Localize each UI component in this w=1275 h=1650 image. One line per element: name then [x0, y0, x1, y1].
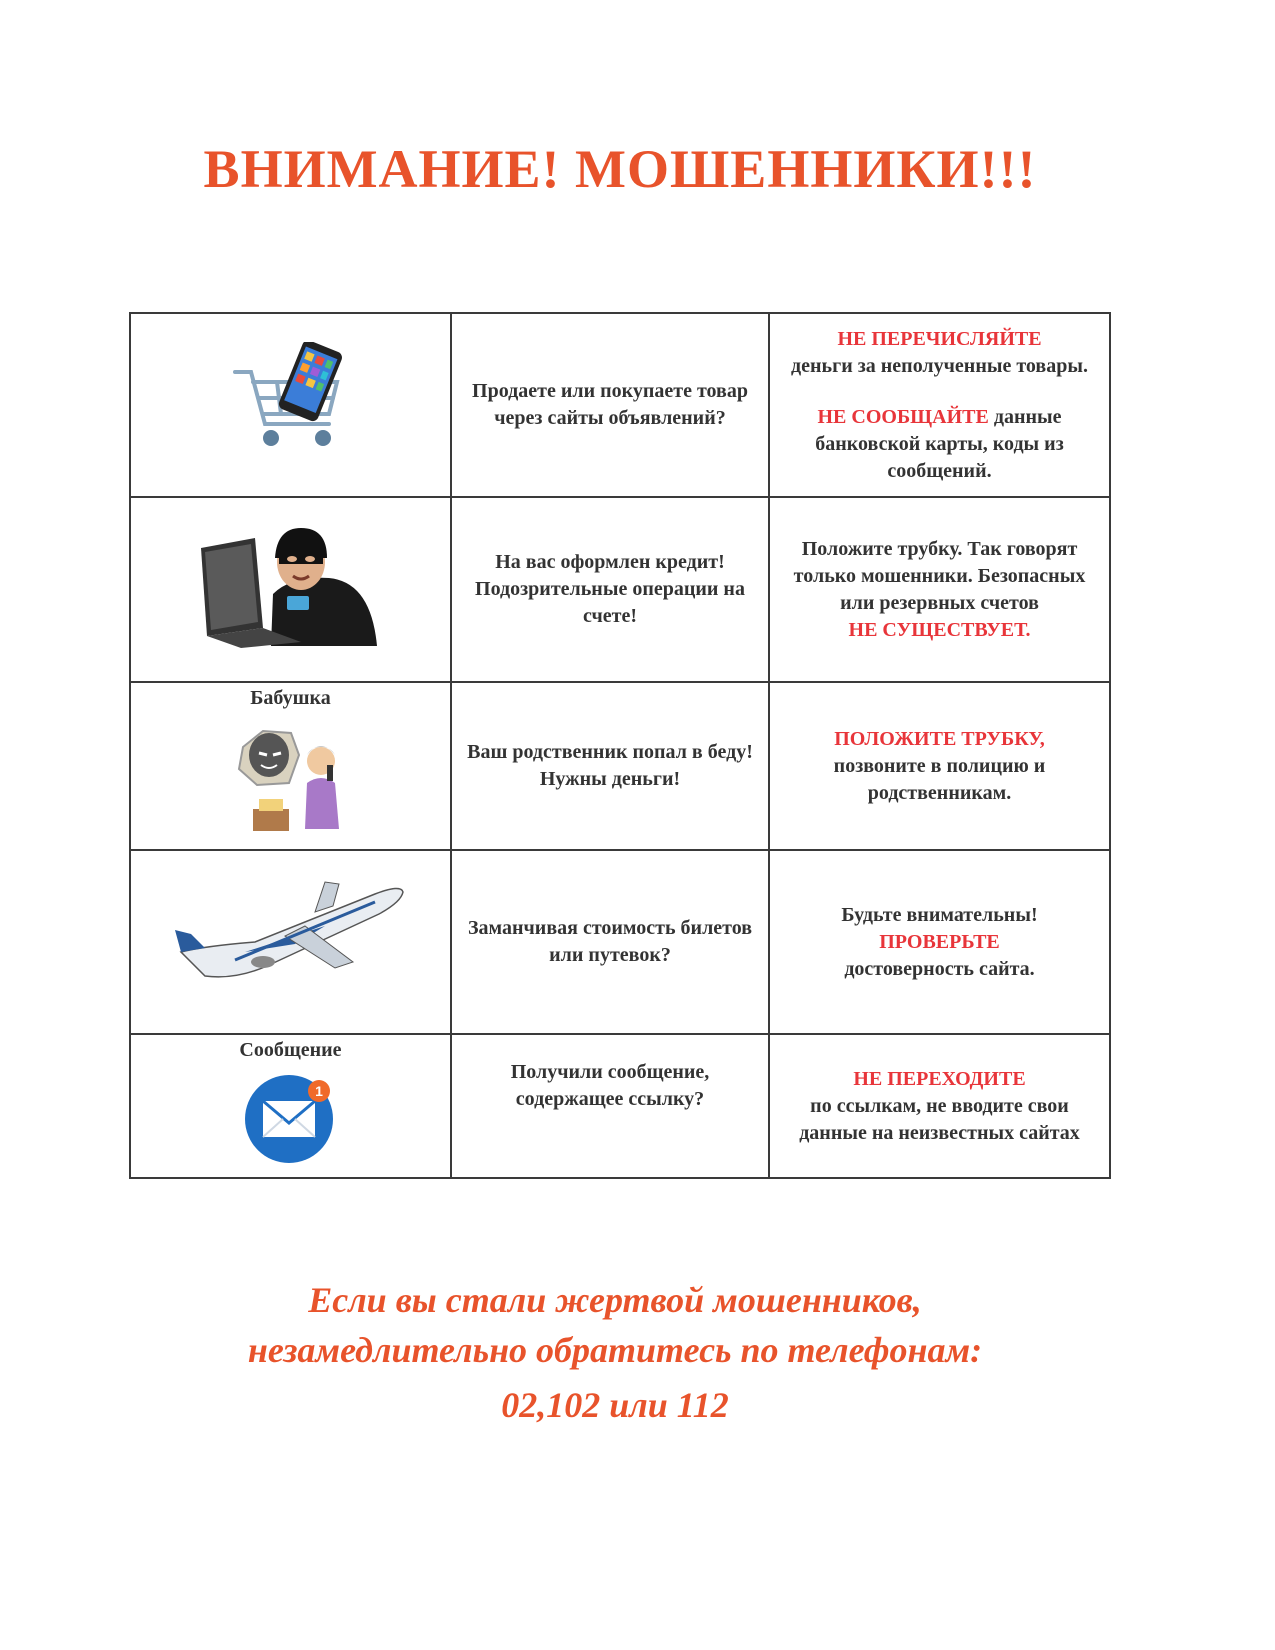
advice-cell — [769, 682, 1110, 850]
image-cell — [130, 497, 451, 682]
table-row — [130, 850, 1110, 1034]
question-cell — [451, 850, 769, 1034]
image-cell — [130, 313, 451, 497]
advice-cell — [769, 1034, 1110, 1178]
question-cell — [451, 1034, 769, 1178]
question-cell — [451, 497, 769, 682]
advice-text: по ссылкам, не вводите свои данные на неизвестных сайтах — [799, 1094, 1080, 1144]
table-row — [130, 682, 1110, 850]
table-row — [130, 313, 1110, 497]
advice-text: позвоните в полицию и родственникам. — [833, 754, 1046, 804]
advice-text: деньги за неполученные товары. — [791, 354, 1088, 377]
notification-badge: 1 — [314, 1083, 323, 1099]
image-cell — [130, 682, 451, 850]
image-caption: Бабушка — [250, 687, 331, 709]
image-cell — [130, 1034, 451, 1178]
advice-cell — [769, 497, 1110, 682]
table-row — [130, 1034, 1110, 1178]
warning-text: НЕ ПЕРЕЧИСЛЯЙТЕ — [837, 327, 1042, 350]
footer-line-2: незамедлительно обратитесь по телефонам: — [247, 1330, 983, 1370]
question-text: На вас оформлен кредит! Подозрительные операции на счете! — [475, 551, 745, 627]
advice-text: достоверность сайта. — [844, 957, 1035, 980]
warning-text: НЕ ПЕРЕХОДИТЕ — [853, 1067, 1026, 1090]
footer-phone-numbers: 02,102 или 112 — [501, 1385, 729, 1425]
footer-line-1: Если вы стали жертвой мошенников, — [308, 1280, 922, 1320]
hacker-laptop-icon — [201, 524, 381, 648]
question-text: Заманчивая стоимость билетов или путевок? — [467, 917, 753, 966]
message-envelope-icon — [243, 1069, 339, 1165]
shopping-cart-phone-icon — [231, 342, 351, 460]
question-text: Ваш родственник попал в беду! Нужны деньги! — [467, 741, 753, 790]
question-text: Получили сообщение, содержащее ссылку? — [510, 1061, 710, 1110]
advice-cell — [769, 850, 1110, 1034]
warning-text: НЕ СООБЩАЙТЕ — [817, 405, 989, 428]
question-text: Продаете или покупаете товар через сайты объявлений? — [472, 380, 748, 429]
grandma-phone-scam-icon — [235, 725, 347, 833]
advice-text: Положите трубку. Так говорят только мошенники. Безопасных или резервных счетов — [793, 537, 1086, 614]
warning-text: ПОЛОЖИТЕ ТРУБКУ, — [834, 727, 1045, 750]
airplane-icon — [175, 880, 407, 996]
fraud-warning-table — [129, 312, 1111, 1179]
warning-text: ПРОВЕРЬТЕ — [879, 930, 1000, 953]
warning-text: НЕ СУЩЕСТВУЕТ. — [848, 618, 1031, 641]
table-row — [130, 497, 1110, 682]
advice-text: Будьте внимательны! — [841, 903, 1038, 926]
page-title: ВНИМАНИЕ! МОШЕННИКИ!!! — [203, 139, 1037, 199]
image-caption: Сообщение — [239, 1039, 342, 1061]
advice-cell — [769, 313, 1110, 497]
question-cell — [451, 313, 769, 497]
advice-text: данные банковской карты, коды из сообщений. — [815, 405, 1064, 482]
question-cell — [451, 682, 769, 850]
image-cell — [130, 850, 451, 1034]
